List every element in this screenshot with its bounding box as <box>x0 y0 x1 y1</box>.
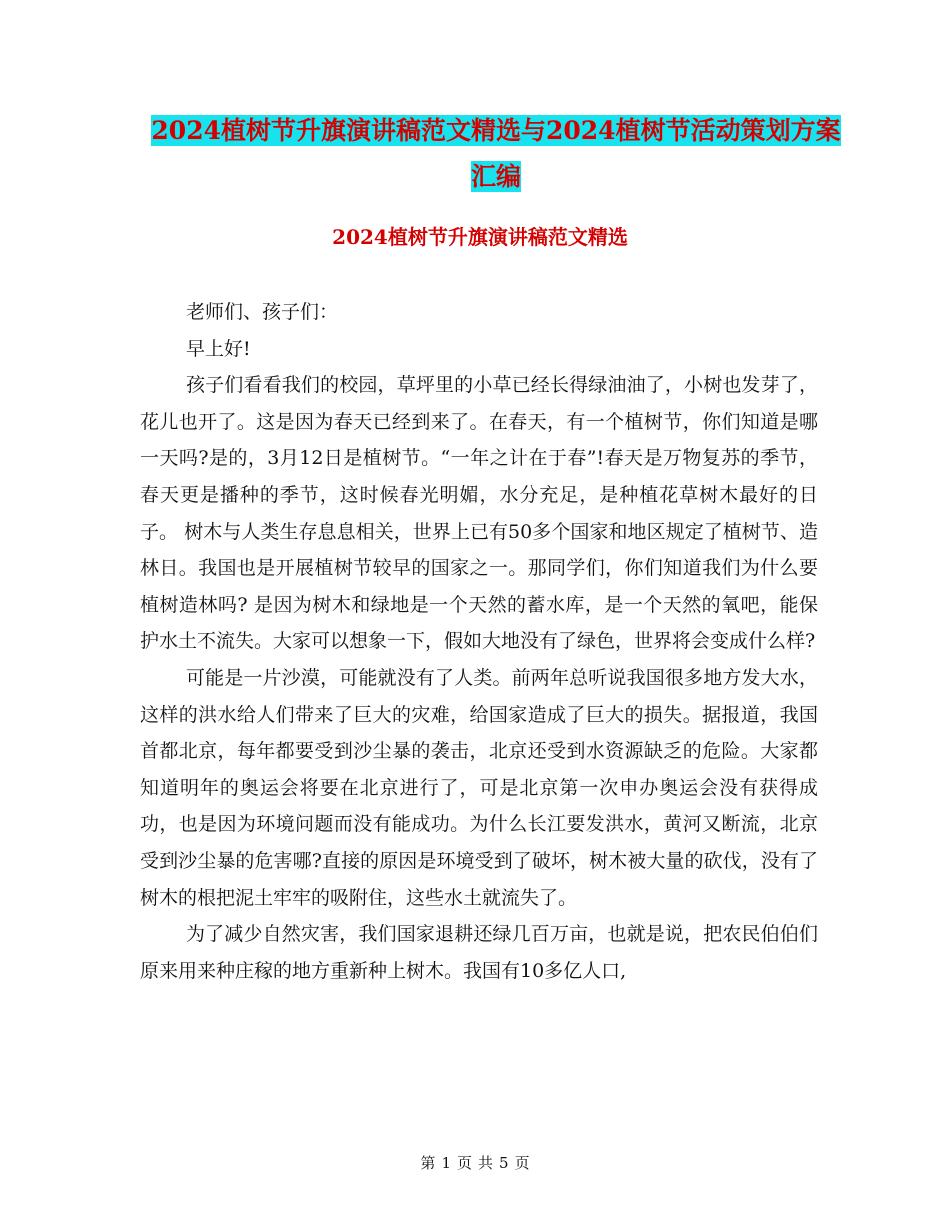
footer-prefix: 第 <box>420 1154 436 1172</box>
document-title-text: 2024植树节升旗演讲稿范文精选与2024植树节活动策划方案汇编 <box>151 116 841 191</box>
greeting-paragraph: 早上好! <box>186 337 251 360</box>
footer-page-label: 页 <box>456 1154 472 1172</box>
salutation-paragraph: 老师们、孩子们： <box>186 301 339 323</box>
section-title: 2024植树节升旗演讲稿范文精选 <box>332 225 628 249</box>
body-paragraph: 孩子们看看我们的校园，草坪里的小草已经长得绿油油了，小树也发芽了，花儿也开了。这是因为春天已经到来了。在春天，有一个植树节，你们知道是哪一天吗?是的，3月12日是植树节。“一年之计在于春”!春天是万物复苏的季节，春天更是播种的季节，这时候春光明媚，水分充足，是种植花草树木最好的日子。 树木与人类生存息息相关，世界上已有50多个国家和地区规定了植树节、造林日。我国也是开展植树节较早的国家之一。那同学们，你们知道我们为什么要植树造林吗? 是因为树木和绿地是一个天然的蓄水库，是一个天然的氧吧，能保护水土不流失。大家可以想象一下，假如大地没有了绿色，世界将会变成什么样? <box>140 374 818 653</box>
footer-current-page: 1 <box>441 1154 451 1172</box>
footer-suffix: 页 <box>514 1154 530 1172</box>
footer-total-label: 共 <box>478 1154 494 1172</box>
page-footer <box>0 1152 950 1173</box>
footer-total-pages: 5 <box>499 1154 509 1172</box>
document-title <box>140 108 852 200</box>
body-paragraph: 为了减少自然灾害，我们国家退耕还绿几百万亩，也就是说，把农民伯伯们原来用来种庄稼的地方重新种上树木。我国有10多亿人口, <box>140 923 818 982</box>
body-paragraph: 可能是一片沙漠，可能就没有了人类。前两年总听说我国很多地方发大水，这样的洪水给人们带来了巨大的灾难，给国家造成了巨大的损失。据报道，我国首都北京，每年都要受到沙尘暴的袭击，北京还受到水资源缺乏的危险。大家都知道明年的奥运会将要在北京进行了，可是北京第一次申办奥运会没有获得成功，也是因为环境问题而没有能成功。为什么长江要发洪水，黄河又断流，北京受到沙尘暴的危害哪?直接的原因是环境受到了破坏，树木被大量的砍伐，没有了树木的根把泥土牢牢的吸附住，这些水土就流失了。 <box>140 666 818 909</box>
document-body <box>140 294 818 989</box>
